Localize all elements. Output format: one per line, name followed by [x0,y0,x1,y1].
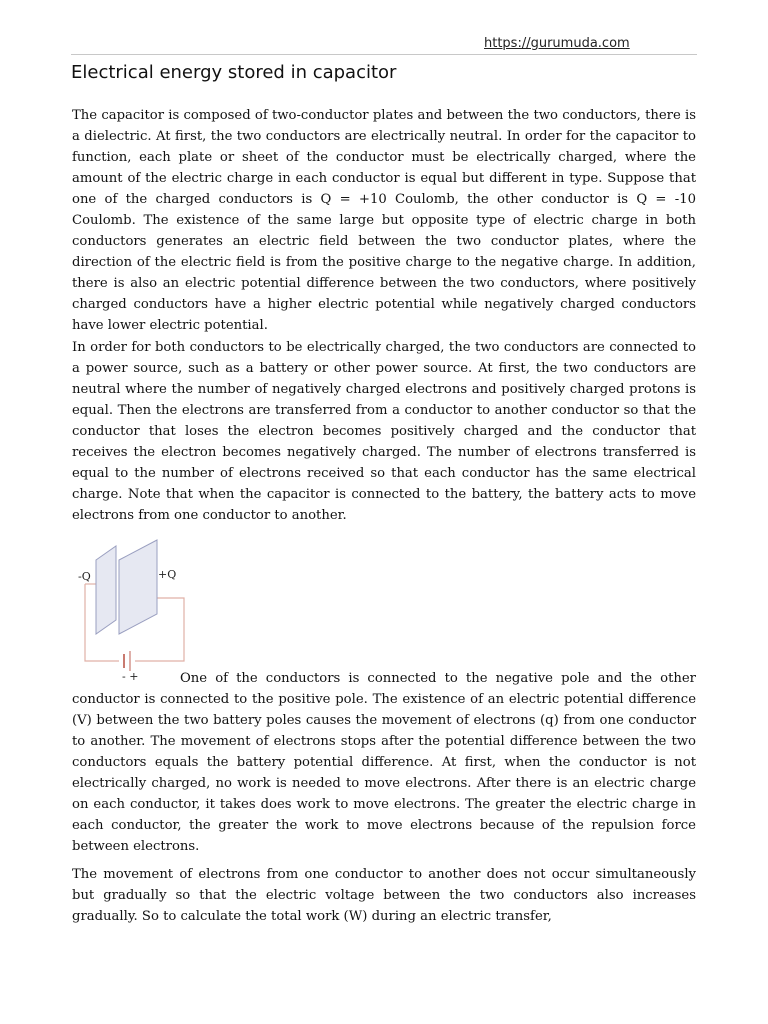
negative-plate [96,546,116,634]
paragraph-1: The capacitor is composed of two-conductor plates and between the two conductors, there is a dielectric. At first, the two conductors are electrically neutral. In order for the capacitor to function, each plate or sheet of the conductor must be electrically charged, where the amount of the electric charge in each conductor is equal but different in type. Suppose that one of the charged conductors is Q = +10 Coulomb, the other conductor is Q = -10 Coulomb. The existence of the same large but opposite type of electric charge in both conductors generates an electric field between the two conductor plates, where the direction of the electric field is from the positive charge to the negative charge. In addition, there is also an electric potential difference between the two conductors, where positively charged conductors have a higher electric potential while negatively charged conductors have lower electric potential. [72,108,696,333]
battery-label: - + [122,670,139,683]
figure-section [72,538,696,864]
positive-plate-label: +Q [158,568,177,581]
header-url-link[interactable]: https://gurumuda.com [484,36,630,51]
positive-plate [119,540,157,634]
document-title: Electrical energy stored in capacitor [71,62,397,83]
negative-plate-label: -Q [78,570,91,583]
paragraph-2: In order for both conductors to be electrically charged, the two conductors are connected to a power source, such as a battery or other power source. At first, the two conductors are neutral where the number of negatively charged electrons and positively charged protons is equal. Then the electrons are transferred from a conductor to another conductor so that the conductor that loses the electron becomes positively charged and the conductor that receives the electron becomes negatively charged. The number of electrons transferred is equal to the number of electrons received so that each conductor has the same electrical charge. Note that when the capacitor is connected to the battery, the battery acts to move electrons from one conductor to another. [72,340,696,523]
paragraph-4: The movement of electrons from one conductor to another does not occur simultaneously but gradually so that the electric voltage between the two conductors also increases gradually. So to calculate the total work (W) during an electric transfer, [72,867,696,924]
capacitor-diagram [72,538,202,684]
header-divider [71,54,697,55]
paragraph-3: One of the conductors is connected to the negative pole and the other conductor is connected to the positive pole. The existence of an electric potential difference (V) between the two battery poles causes the movement of electrons (q) from one conductor to another. The movement of electrons stops after the potential difference between the two conductors equals the battery potential difference. At first, when the conductor is not electrically charged, no work is needed to move electrons. After there is an electric charge on each conductor, it takes does work to move electrons. The greater the electric charge in each conductor, the greater the work to move electrons because of the repulsion force between electrons. [72,671,696,854]
